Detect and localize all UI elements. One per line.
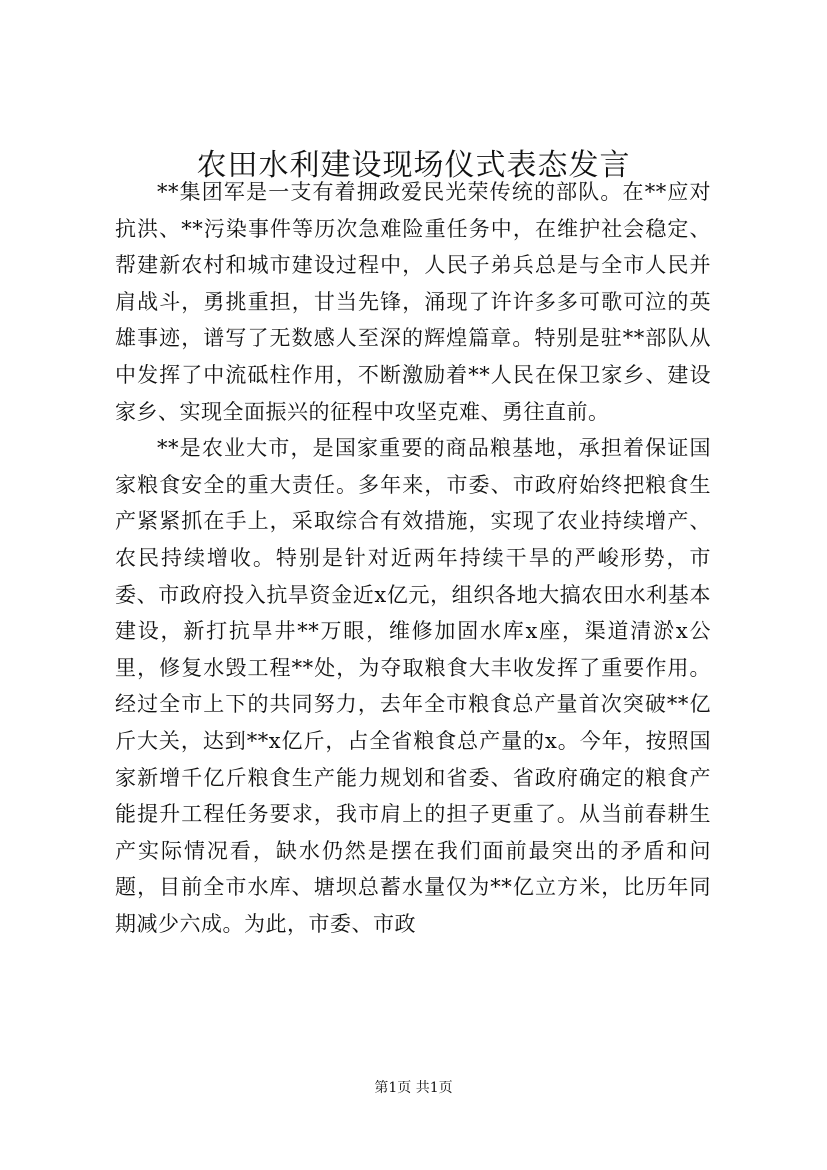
document-body — [115, 174, 711, 942]
page-footer: 第1页 共1页 — [374, 1080, 453, 1096]
paragraph-1: **集团军是一支有着拥政爱民光荣传统的部队。在**应对抗洪、**污染事件等历次急难险重任务中，在维护社会稳定、帮建新农村和城市建设过程中，人民子弟兵总是与全市人民并肩战斗，勇挑重担，甘当先锋，涌现了许许多多可歌可泣的英雄事迹，谱写了无数感人至深的辉煌篇章。特别是驻**部队从中发挥了中流砥柱作用，不断激励着**人民在保卫家乡、建设家乡、实现全面振兴的征程中攻坚克难、勇往直前。 — [115, 180, 711, 424]
paragraph-2: **是农业大市，是国家重要的商品粮基地，承担着保证国家粮食安全的重大责任。多年来，市委、市政府始终把粮食生产紧紧抓在手上，采取综合有效措施，实现了农业持续增产、农民持续增收。特别是针对近两年持续干旱的严峻形势，市委、市政府投入抗旱资金近x亿元，组织各地大搞农田水利基本建设，新打抗旱井**万眼，维修加固水库x座，渠道清淤x公里，修复水毁工程**处，为夺取粮食大丰收发挥了重要作用。经过全市上下的共同努力，去年全市粮食总产量首次突破**亿斤大关，达到**x亿斤，占全省粮食总产量的x。今年，按照国家新增千亿斤粮食生产能力规划和省委、省政府确定的粮食产能提升工程任务要求，我市肩上的担子更重了。从当前春耕生产实际情况看，缺水仍然是摆在我们面前最突出的矛盾和问题，目前全市水库、塘坝总蓄水量仅为**亿立方米，比历年同期减少六成。为此，市委、市政 — [115, 436, 711, 936]
document-title: 农田水利建设现场仪式表态发言 — [196, 148, 631, 183]
